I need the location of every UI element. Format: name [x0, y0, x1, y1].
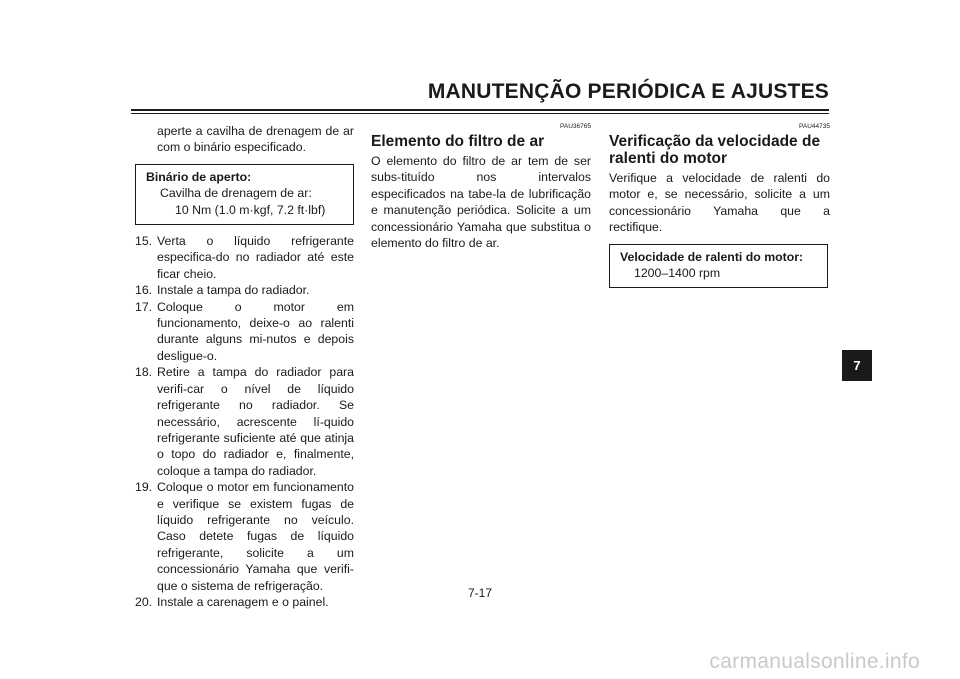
torque-spec-item: Cavilha de drenagem de ar:	[160, 186, 312, 201]
torque-spec-label: Binário de aperto:	[146, 169, 252, 184]
idle-speed-body: Verifique a velocidade de ralenti do motor e, se necessário, solicite a um concessionário Yamaha que a rectifique.	[609, 171, 830, 235]
column-1	[135, 123, 354, 610]
step-text: Verta o líquido refrigerante especifica-do no radiador até este ficar cheio.	[157, 234, 354, 281]
step-text: Coloque o motor em funcionamento, deixe-o ao ralenti durante alguns mi-nutos e depois desligue-o.	[157, 299, 354, 363]
steps-list	[135, 233, 354, 610]
intro-text: aperte a cavilha de drenagem de ar com o binário especificado.	[157, 124, 354, 155]
list-item	[135, 282, 354, 298]
step-number: 19.	[135, 480, 153, 495]
section-title-air-filter: Elemento do filtro de ar	[371, 133, 545, 150]
idle-speed-spec-label: Velocidade de ralenti do motor:	[620, 249, 804, 264]
reference-code: PAU44735	[799, 123, 830, 130]
step-number: 17.	[135, 299, 153, 314]
step-number: 18.	[135, 365, 153, 380]
section-title-idle-speed: Verificação da velocidade de ralenti do motor	[609, 133, 821, 167]
step-number: 20.	[135, 594, 153, 609]
reference-code: PAU36765	[560, 123, 591, 130]
header-rule-thick	[131, 109, 829, 111]
step-number: 15.	[135, 234, 153, 249]
idle-speed-spec-box	[609, 244, 828, 289]
list-item	[135, 299, 354, 365]
list-item	[135, 364, 354, 479]
air-filter-body: O elemento do filtro de ar tem de ser subs-tituído nos intervalos especificados na tabe-la de lubrificação e manutenção periódica. Solicite a um concessionário Yamaha que substitua o elemento do filtro de ar.	[371, 154, 591, 251]
chapter-tab: 7	[842, 350, 872, 381]
column-3	[609, 123, 830, 296]
step-text: Coloque o motor em funcionamento e verifique se existem fugas de líquido refrigerante no veículo. Caso detete fugas de líquido refrigerante, solicite a um concessionário Yamaha que verifi-que o sistema de refrigeração.	[157, 480, 354, 593]
torque-spec-box	[135, 164, 354, 225]
step-text: Instale a carenagem e o painel.	[157, 594, 329, 609]
idle-speed-spec-value: 1200–1400 rpm	[634, 266, 721, 281]
torque-spec-value: 10 Nm (1.0 m·kgf, 7.2 ft·lbf)	[175, 202, 326, 217]
column-2	[371, 123, 591, 251]
step-text: Retire a tampa do radiador para verifi-car o nível de líquido refrigerante no radiador. Se necessário, acrescente lí-quido refrigerante suficiente até que atinja o topo do radiador e, finalmente, coloque a tampa do radiador.	[157, 365, 354, 478]
header-rule-thin	[131, 113, 829, 114]
list-item	[135, 479, 354, 594]
step-number: 16.	[135, 283, 153, 298]
step-text: Instale a tampa do radiador.	[157, 283, 310, 298]
page-number: 7-17	[467, 586, 493, 600]
watermark-text: carmanualsonline.info	[709, 650, 920, 673]
list-item	[135, 233, 354, 282]
page-title: MANUTENÇÃO PERIÓDICA E AJUSTES	[427, 80, 829, 103]
